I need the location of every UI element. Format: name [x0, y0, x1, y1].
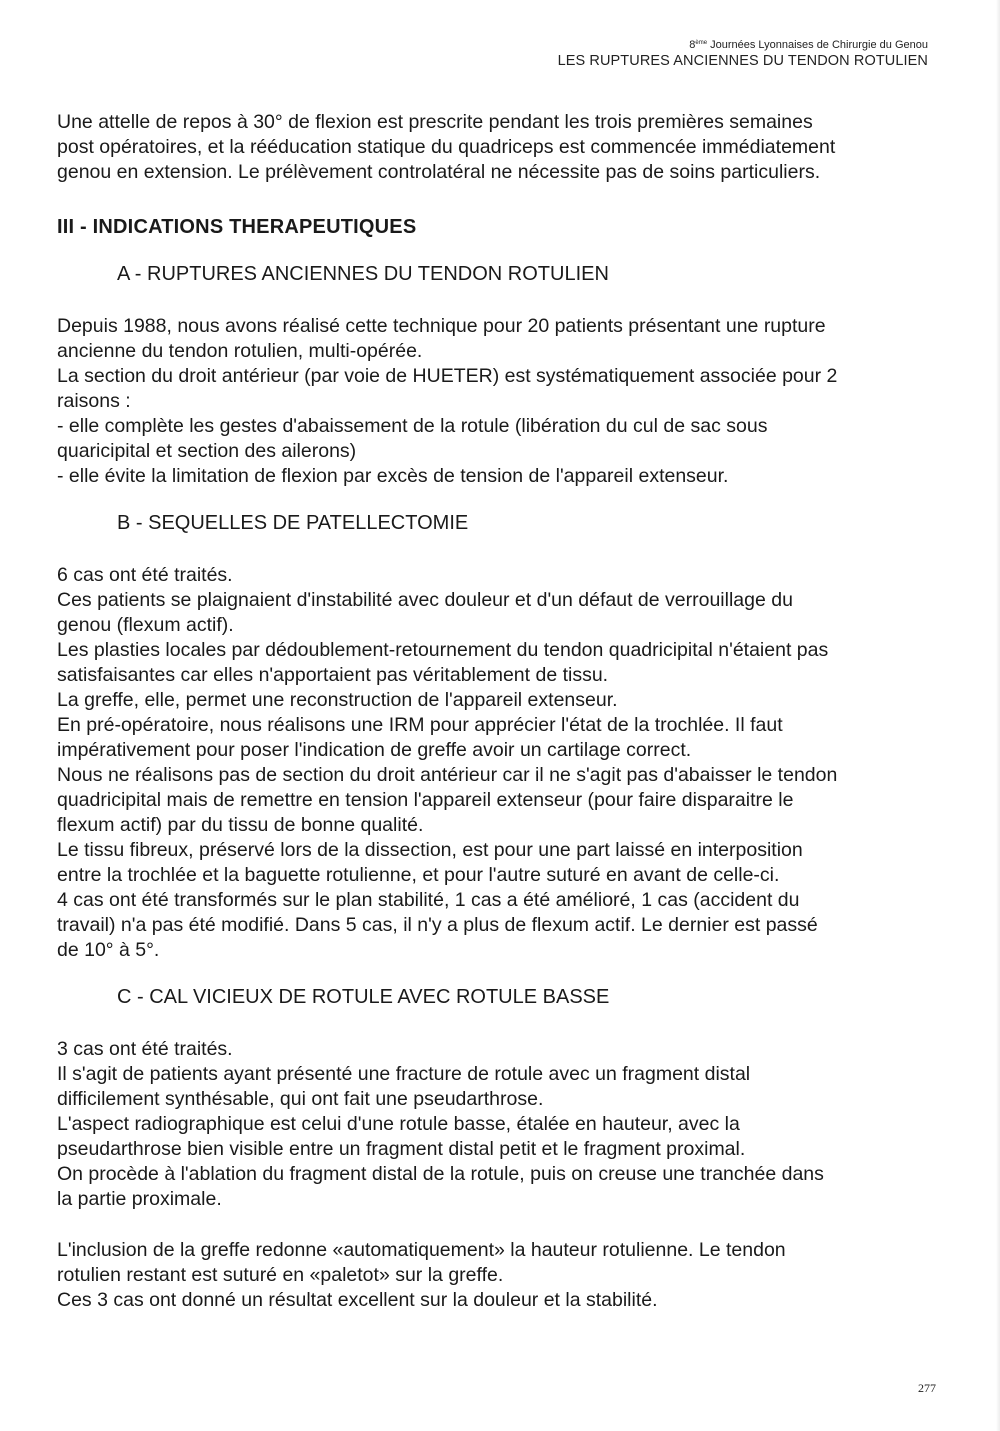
text-line: flexum actif) par du tissu de bonne qualité.	[57, 814, 424, 836]
text-line: L'aspect radiographique est celui d'une rotule basse, étalée en hauteur, avec la	[57, 1113, 740, 1135]
text-line: satisfaisantes car elles n'apportaient pas véritablement de tissu.	[57, 664, 609, 686]
text-line: quaricipital et section des ailerons)	[57, 440, 357, 462]
text-line: travail) n'a pas été modifié. Dans 5 cas, il n'y a plus de flexum actif. Le dernier est passé	[57, 914, 818, 936]
section-title: III - INDICATIONS THERAPEUTIQUES	[57, 216, 417, 238]
text-line: Les plasties locales par dédoublement-retournement du tendon quadricipital n'étaient pas	[57, 639, 829, 661]
text-line: pseudarthrose bien visible entre un fragment distal petit et le fragment proximal.	[57, 1138, 746, 1160]
text-line: L'inclusion de la greffe redonne «automatiquement» la hauteur rotulienne. Le tendon	[57, 1239, 786, 1261]
text-line: impérativement pour poser l'indication de greffe avoir un cartilage correct.	[57, 739, 692, 761]
text-line: La section du droit antérieur (par voie de HUETER) est systématiquement associée pour 2	[57, 365, 838, 387]
text-line: Il s'agit de patients ayant présenté une fracture de rotule avec un fragment distal	[57, 1063, 751, 1085]
text-line: Nous ne réalisons pas de section du droit antérieur car il ne s'agit pas d'abaisser le tendon	[57, 764, 838, 786]
running-title: LES RUPTURES ANCIENNES DU TENDON ROTULIEN	[557, 53, 928, 69]
text-line: On procède à l'ablation du fragment distal de la rotule, puis on creuse une tranchée dans	[57, 1163, 824, 1185]
subsection-a-title: A - RUPTURES ANCIENNES DU TENDON ROTULIEN	[117, 263, 609, 285]
subsection-b-title: B - SEQUELLES DE PATELLECTOMIE	[117, 512, 469, 534]
text-line: Une attelle de repos à 30° de flexion est prescrite pendant les trois premières semaines	[57, 111, 813, 133]
running-header	[558, 36, 928, 70]
text-line: 3 cas ont été traités.	[57, 1038, 233, 1060]
text-line: genou (flexum actif).	[57, 614, 234, 636]
text-line: rotulien restant est suturé en «paletot» sur la greffe.	[57, 1264, 504, 1286]
text-line: de 10° à 5°.	[57, 939, 160, 961]
text-line: genou en extension. Le prélèvement controlatéral ne nécessite pas de soins particuliers.	[57, 161, 821, 183]
conference-title: Journées Lyonnaises de Chirurgie du Genou	[707, 39, 928, 51]
subsection-c-paragraph-2	[57, 1238, 935, 1313]
text-line: - elle évite la limitation de flexion par excès de tension de l'appareil extenseur.	[57, 465, 729, 487]
text-line: post opératoires, et la rééducation statique du quadriceps est commencée immédiatement	[57, 136, 836, 158]
text-line: quadricipital mais de remettre en tension l'appareil extenseur (pour faire disparaitre le	[57, 789, 794, 811]
text-line: 4 cas ont été transformés sur le plan stabilité, 1 cas a été amélioré, 1 cas (accident du	[57, 889, 800, 911]
text-line: ancienne du tendon rotulien, multi-opérée.	[57, 340, 423, 362]
text-line: difficilement synthésable, qui ont fait une pseudarthrose.	[57, 1088, 544, 1110]
text-line: 6 cas ont été traités.	[57, 564, 233, 586]
intro-paragraph	[57, 110, 935, 185]
text-line: - elle complète les gestes d'abaissement de la rotule (libération du cul de sac sous	[57, 415, 768, 437]
subsection-b-paragraph	[57, 563, 935, 963]
text-line: entre la trochlée et la baguette rotulienne, et pour l'autre suturé en avant de celle-ci.	[57, 864, 780, 886]
page-number: 277	[918, 1381, 936, 1395]
text-line: raisons :	[57, 390, 131, 412]
text-line: La greffe, elle, permet une reconstruction de l'appareil extenseur.	[57, 689, 618, 711]
text-line: Ces 3 cas ont donné un résultat excellent sur la douleur et la stabilité.	[57, 1289, 658, 1311]
conference-ordinal: 8	[689, 39, 696, 51]
text-line: Depuis 1988, nous avons réalisé cette technique pour 20 patients présentant une rupture	[57, 315, 826, 337]
subsection-a-paragraph	[57, 314, 935, 489]
subsection-c-paragraph	[57, 1037, 935, 1212]
text-line: la partie proximale.	[57, 1188, 222, 1210]
text-line: Ces patients se plaignaient d'instabilité avec douleur et d'un défaut de verrouillage du	[57, 589, 793, 611]
conference-name	[558, 36, 928, 52]
scan-edge	[996, 0, 1000, 1431]
subsection-c-title: C - CAL VICIEUX DE ROTULE AVEC ROTULE BASSE	[117, 986, 610, 1008]
page-body	[57, 110, 935, 1313]
conference-ordinal-suffix: ème	[695, 40, 708, 46]
text-line: Le tissu fibreux, préservé lors de la dissection, est pour une part laissé en interposition	[57, 839, 803, 861]
text-line: En pré-opératoire, nous réalisons une IRM pour apprécier l'état de la trochlée. Il faut	[57, 714, 783, 736]
